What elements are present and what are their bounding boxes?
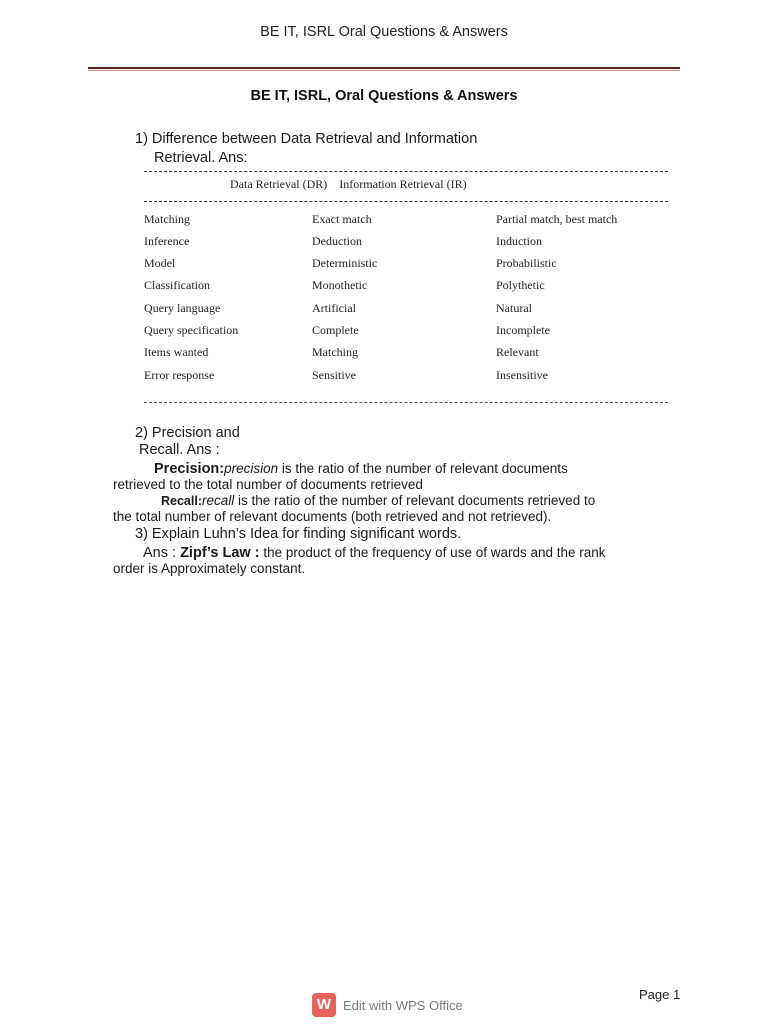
table-cell: Probabilistic	[496, 256, 557, 270]
table-cell: Matching	[312, 345, 358, 359]
recall-term: Recall:	[161, 494, 202, 508]
precision-definition-cont: retrieved to the total number of documents retrieved	[113, 477, 423, 492]
precision-term: Precision:	[154, 461, 225, 477]
zipf-law-text-cont: order is Approximately constant.	[113, 561, 306, 576]
table-cell: Complete	[312, 323, 359, 337]
header-rule	[88, 67, 680, 69]
page-number: Page 1	[639, 987, 681, 1002]
table-cell: Deterministic	[312, 256, 378, 270]
edit-with-wps-link[interactable]: Edit with WPS Office	[343, 998, 463, 1013]
table-cell: Sensitive	[312, 368, 356, 382]
table-cell: Inference	[144, 234, 190, 248]
page-header-title: BE IT, ISRL Oral Questions & Answers	[260, 24, 508, 40]
table-header: Data Retrieval (DR) Information Retrieval (IR)	[230, 177, 467, 191]
precision-italic: precision	[224, 461, 279, 476]
table-cell: Matching	[144, 212, 190, 226]
question-2-line-2: Recall. Ans :	[139, 442, 220, 458]
document-title: BE IT, ISRL, Oral Questions & Answers	[250, 88, 518, 104]
question-3-line-1: 3) Explain Luhn’s Idea for finding significant words.	[135, 526, 462, 542]
table-cell: Error response	[144, 368, 215, 382]
table-cell: Polythetic	[496, 278, 545, 292]
table-cell: Artificial	[312, 301, 356, 315]
table-header-rule	[144, 201, 668, 202]
answer-label: Ans :	[143, 545, 181, 561]
zipf-law-answer	[143, 545, 606, 561]
table-cell: Incomplete	[496, 323, 550, 337]
table-cell: Partial match, best match	[496, 212, 618, 226]
table-bottom-rule	[144, 402, 668, 403]
recall-definition-cont: the total number of relevant documents (both retrieved and not retrieved).	[113, 509, 552, 524]
zipf-law-text: the product of the frequency of use of wards and the rank	[259, 545, 606, 560]
table-cell: Query language	[144, 301, 221, 315]
precision-definition	[154, 461, 568, 477]
table-cell: Model	[144, 256, 176, 270]
zipf-law-term: Zipf’s Law :	[180, 545, 260, 561]
recall-text: is the ratio of the number of relevant documents retrieved to	[234, 493, 596, 508]
table-cell: Insensitive	[496, 368, 548, 382]
question-1-line-2: Retrieval. Ans:	[154, 150, 248, 166]
table-cell: Items wanted	[144, 345, 209, 359]
table-cell: Exact match	[312, 212, 372, 226]
question-2-line-1: 2) Precision and	[135, 425, 240, 441]
recall-definition	[161, 493, 595, 509]
table-top-rule	[144, 171, 668, 172]
table-cell: Classification	[144, 278, 210, 292]
table-cell: Query specification	[144, 323, 239, 337]
question-1-line-1: 1) Difference between Data Retrieval and Information	[135, 131, 478, 147]
precision-text: is the ratio of the number of relevant documents	[278, 461, 568, 476]
table-cell: Natural	[496, 301, 532, 315]
table-cell: Induction	[496, 234, 542, 248]
recall-italic: recall	[202, 493, 235, 508]
table-cell: Deduction	[312, 234, 362, 248]
wps-office-icon[interactable]: W	[312, 993, 336, 1017]
header-rule-accent	[88, 70, 680, 71]
table-cell: Monothetic	[312, 278, 368, 292]
table-cell: Relevant	[496, 345, 539, 359]
